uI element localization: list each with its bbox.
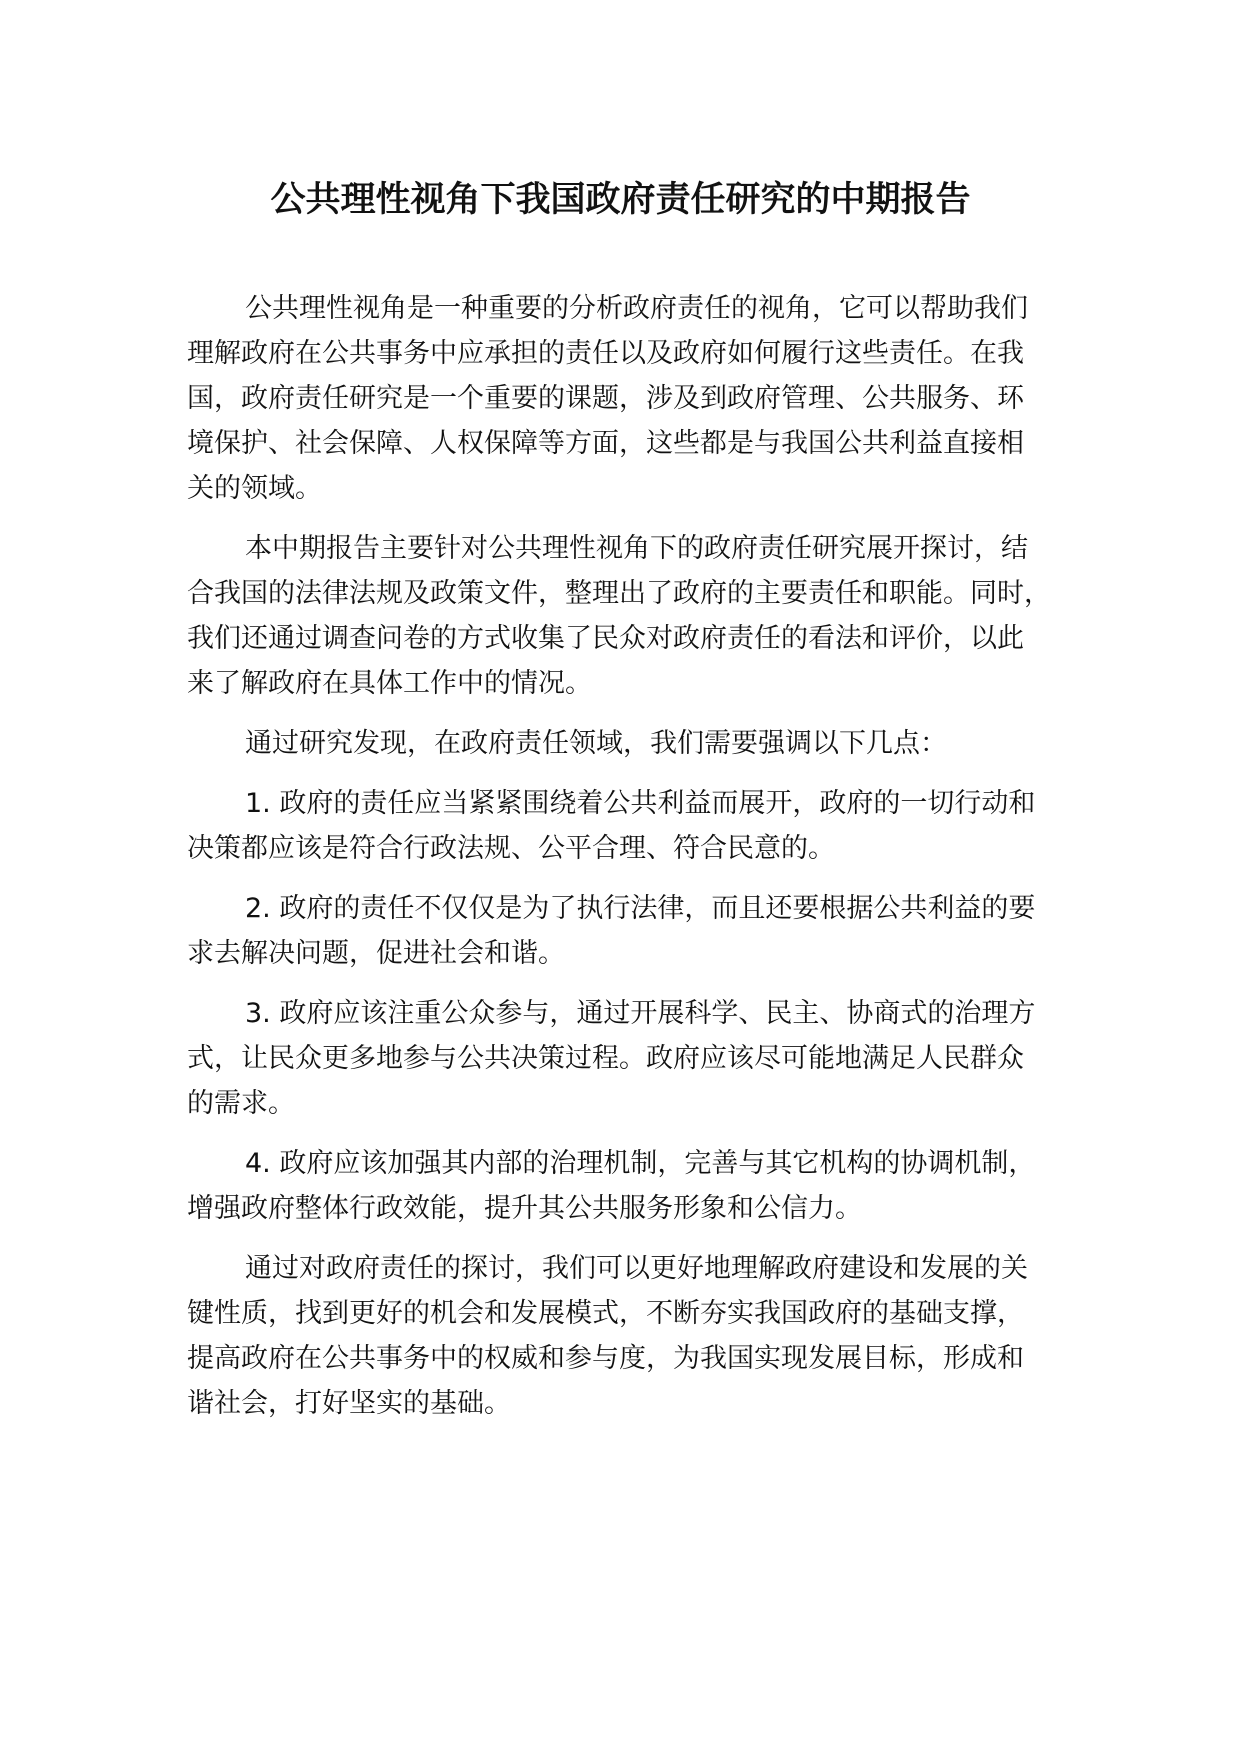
paragraph-line: 谐社会，打好坚实的基础。 [187,1388,511,1419]
paragraph-line: 3. 政府应该注重公众参与，通过开展科学、民主、协商式的治理方 [245,998,1036,1029]
paragraph-line: 通过对政府责任的探讨，我们可以更好地理解政府建设和发展的关 [245,1253,1028,1284]
paragraph-line: 公共理性视角是一种重要的分析政府责任的视角，它可以帮助我们 [245,293,1028,324]
paragraph-intro [187,286,1082,511]
paragraph-line: 4. 政府应该加强其内部的治理机制，完善与其它机构的协调机制， [245,1148,1036,1179]
document-body [187,286,1082,1441]
finding-item-2 [187,886,1082,976]
paragraph-line: 增强政府整体行政效能，提升其公共服务形象和公信力。 [187,1193,862,1224]
finding-item-4 [187,1141,1082,1231]
paragraph-line: 来了解政府在具体工作中的情况。 [187,668,592,699]
paragraph-line: 2. 政府的责任不仅仅是为了执行法律，而且还要根据公共利益的要 [245,893,1036,924]
paragraph-line: 求去解决问题，促进社会和谐。 [187,938,565,969]
paragraph-line: 国，政府责任研究是一个重要的课题，涉及到政府管理、公共服务、环 [187,383,1024,414]
paragraph-line: 决策都应该是符合行政法规、公平合理、符合民意的。 [187,833,835,864]
paragraph-line: 通过研究发现，在政府责任领域，我们需要强调以下几点： [245,728,947,759]
paragraph-line: 1. 政府的责任应当紧紧围绕着公共利益而展开，政府的一切行动和 [245,788,1036,819]
paragraph-report-scope [187,526,1082,706]
paragraph-conclusion [187,1246,1082,1426]
paragraph-line: 理解政府在公共事务中应承担的责任以及政府如何履行这些责任。在我 [187,338,1024,369]
paragraph-line: 本中期报告主要针对公共理性视角下的政府责任研究展开探讨，结 [245,533,1028,564]
finding-item-1 [187,781,1082,871]
paragraph-line: 合我国的法律法规及政策文件，整理出了政府的主要责任和职能。同时， [187,578,1051,609]
paragraph-line: 提高政府在公共事务中的权威和参与度，为我国实现发展目标，形成和 [187,1343,1024,1374]
paragraph-line: 关的领域。 [187,473,322,504]
paragraph-line: 我们还通过调查问卷的方式收集了民众对政府责任的看法和评价，以此 [187,623,1024,654]
document-title: 公共理性视角下我国政府责任研究的中期报告 [270,180,971,220]
finding-item-3 [187,991,1082,1126]
paragraph-line: 境保护、社会保障、人权保障等方面，这些都是与我国公共利益直接相 [187,428,1024,459]
paragraph-line: 键性质，找到更好的机会和发展模式，不断夯实我国政府的基础支撑， [187,1298,1024,1329]
paragraph-line: 式，让民众更多地参与公共决策过程。政府应该尽可能地满足人民群众 [187,1043,1024,1074]
paragraph-findings-intro [187,721,1082,766]
paragraph-line: 的需求。 [187,1088,295,1119]
